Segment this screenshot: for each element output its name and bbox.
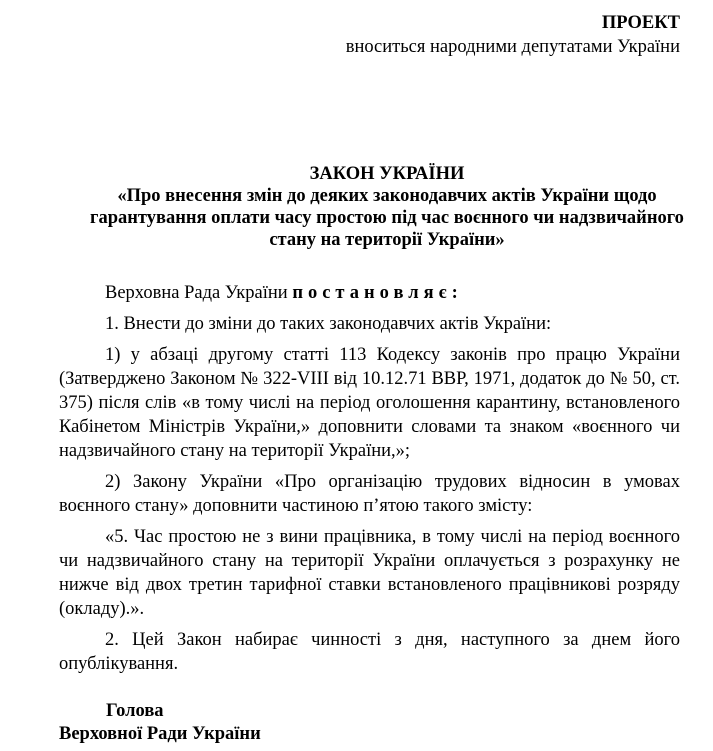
law-heading: ЗАКОН УКРАЇНИ xyxy=(309,164,465,184)
law-subtitle-line-1: «Про внесення змін до деяких законодавчих актів України щодо xyxy=(117,186,657,206)
law-subtitle-line-2: гарантування оплати часу простою під час воєнного чи надзвичайного xyxy=(90,208,684,228)
preamble-decree: постановляє: xyxy=(292,283,463,303)
document-header xyxy=(346,11,680,59)
quoted-amendment: «5. Час простою не з вини працівника, в тому числі на період воєнного чи надзвичайного стану на території України оплачується з розрахунку не нижче від двох третин тарифної ставки встановленого працівникові розряду (окладу).». xyxy=(59,527,680,619)
signature-title-line-1: Голова xyxy=(106,701,164,721)
article-2: 2. Цей Закон набирає чинності з дня, наступного за днем його опублікування. xyxy=(59,630,680,674)
article-1-item-2: 2) Закону України «Про організацію трудових відносин в умовах воєнного стану» доповнити частиною п’ятою такого змісту: xyxy=(59,472,680,516)
project-label: ПРОЕКТ xyxy=(601,13,680,33)
signature-block xyxy=(59,700,261,746)
article-1-item-1: 1) у абзаці другому статті 113 Кодексу законів про працю України (Затверджено Законом № 322-VIII від 10.12.71 ВВР, 1971, додаток до № 50, ст. 375) після слів «в тому числі на період оголошення карантину, встановленого Кабінетом Міністрів України,» доповнити словами та знаком «воєнного чи надзвичайного стану на території України,»; xyxy=(59,345,680,461)
signature-title-line-2: Верховної Ради України xyxy=(59,724,261,744)
law-subtitle-line-3: стану на території України» xyxy=(269,230,505,250)
article-1-intro: 1. Внести до зміни до таких законодавчих актів України: xyxy=(105,314,552,334)
preamble-prefix: Верховна Рада України xyxy=(105,283,293,303)
law-body xyxy=(59,281,680,676)
submitted-by-line: вноситься народними депутатами України xyxy=(345,37,680,57)
preamble xyxy=(59,281,680,305)
law-title-block xyxy=(40,163,713,251)
